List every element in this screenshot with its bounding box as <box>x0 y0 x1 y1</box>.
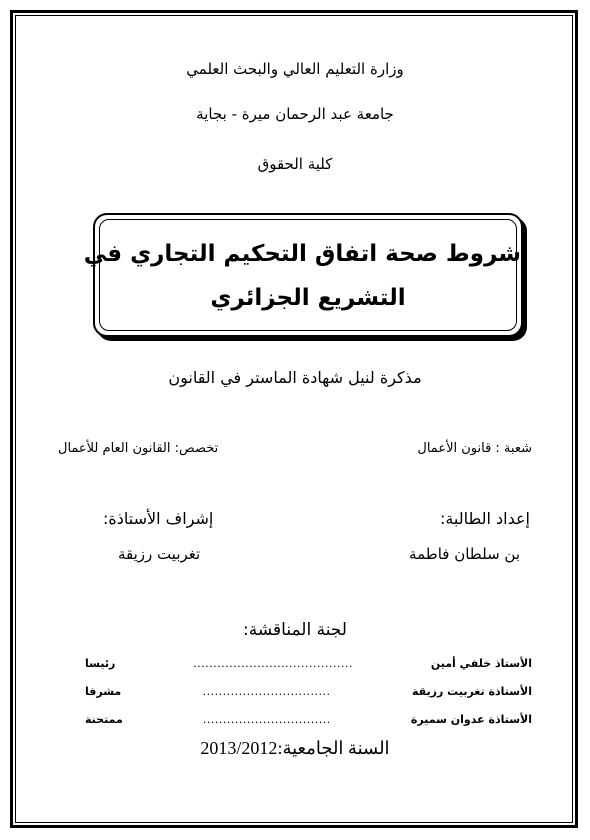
dot-leader: ................................ <box>202 684 331 698</box>
page-border <box>10 10 578 828</box>
jury-member-row <box>85 709 532 729</box>
student-name: بن سلطان فاطمة <box>409 545 520 563</box>
jury-label: لجنة المناقشة: <box>243 620 347 640</box>
jury-member-name: الأستاذة عدوان سميرة <box>410 712 532 726</box>
thesis-title-line-1: شروط صحة اتفاق التحكيم التجاري في <box>83 241 521 267</box>
dot-leader: ........................................ <box>193 656 354 670</box>
faculty-name: كلية الحقوق <box>257 155 333 173</box>
ministry-name: وزارة التعليم العالي والبحث العلمي <box>186 60 404 78</box>
supervised-by-label: إشراف الأستاذة: <box>103 509 214 528</box>
thesis-title-line-2: التشريع الجزائري <box>210 285 406 311</box>
dot-leader: ................................ <box>202 712 331 726</box>
supervisor-name: تغربيت رزيقة <box>118 545 201 563</box>
jury-member-role: ممتحنة <box>85 712 123 726</box>
title-box <box>83 213 523 337</box>
branch-label: شعبة : قانون الأعمال <box>417 441 532 456</box>
jury-member-role: رئيسا <box>85 656 116 670</box>
jury-member-row <box>85 653 532 673</box>
jury-member-role: مشرفا <box>85 684 122 698</box>
specialization-label: تخصص: القانون العام للأعمال <box>58 441 219 456</box>
jury-member-name: الأستاذ خلفي أمين <box>430 656 532 670</box>
university-name: جامعة عبد الرحمان ميرة - بجاية <box>196 105 394 123</box>
jury-member-name: الأستاذة تغربيت رزيقة <box>411 684 532 698</box>
prepared-by-label: إعداد الطالبة: <box>439 509 530 528</box>
jury-member-row <box>85 681 532 701</box>
thesis-statement: مذكرة لنيل شهادة الماستر في القانون <box>168 368 422 387</box>
academic-year: السنة الجامعية:2013/2012 <box>200 738 390 758</box>
